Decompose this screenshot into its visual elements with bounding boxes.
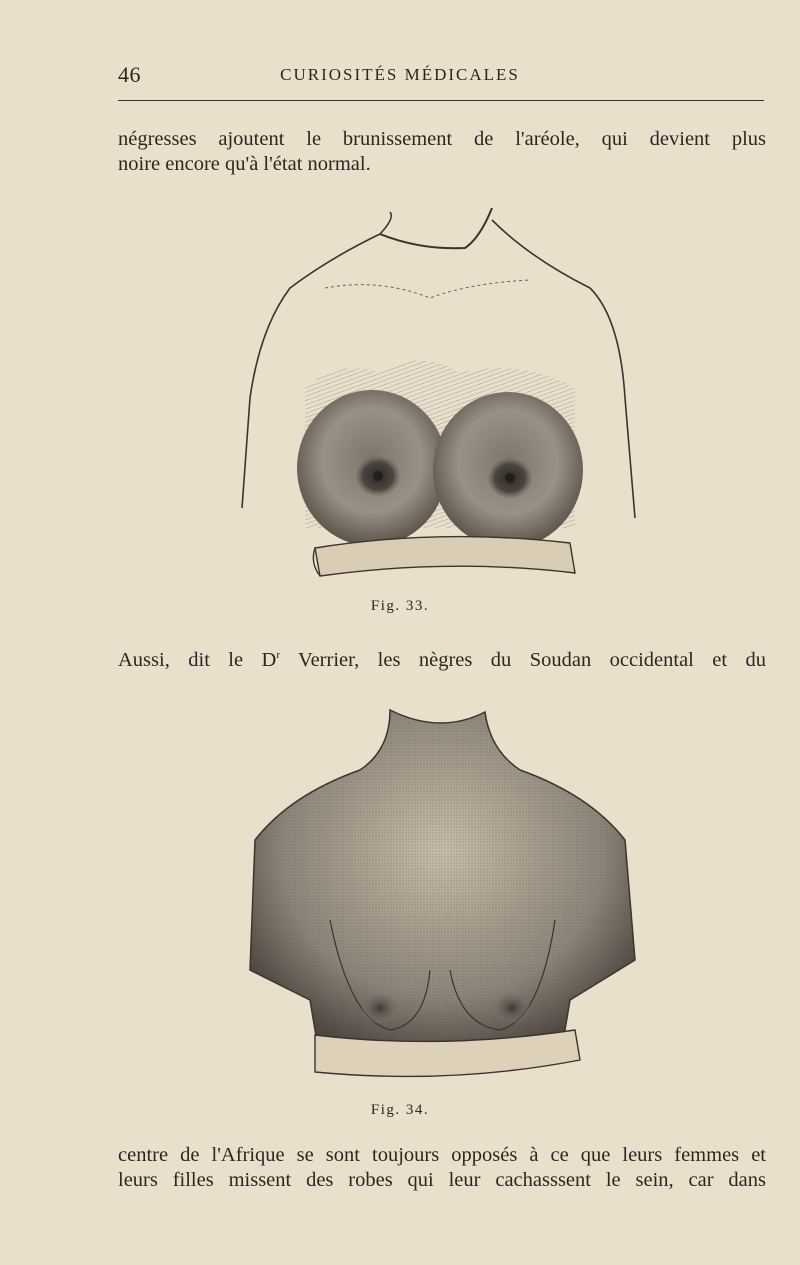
figure-33-illustration (230, 198, 650, 588)
paragraph-2 (118, 643, 766, 673)
paragraph-3-line-2: leurs filles missent des robes qui leur cachasssent le sein, car dans (118, 1169, 766, 1191)
paragraph-3-line-1: centre de l'Afrique se sont toujours opposés à ce que leurs femmes et (118, 1144, 766, 1166)
waist-band (313, 537, 575, 576)
paragraph-2-prefix: Aussi, dit le D (118, 648, 277, 671)
page-number: 46 (118, 62, 141, 87)
neck-outline (380, 208, 492, 248)
running-head: CURIOSITÉS MÉDICALES (280, 65, 520, 84)
header-rule (118, 100, 764, 101)
paragraph-3 (118, 1143, 766, 1193)
upper-torso (250, 710, 635, 1060)
figure-33-caption: Fig. 33. (370, 598, 430, 614)
left-breast (297, 390, 447, 546)
figure-34-caption: Fig. 34. (370, 1102, 430, 1118)
paragraph-2-line-1 (118, 643, 766, 673)
doctor-abbrev-sup: r (276, 649, 280, 661)
paragraph-2-suffix: Verrier, les nègres du Soudan occidental et du (280, 648, 766, 671)
paragraph-1-line-2: noire encore qu'à l'état normal. (118, 153, 371, 175)
paragraph-1 (118, 127, 766, 177)
paragraph-1-line-1: négresses ajoutent le brunissement de l'aréole, qui devient plus (118, 128, 766, 150)
right-breast (433, 392, 583, 548)
figure-34-illustration (240, 700, 640, 1090)
